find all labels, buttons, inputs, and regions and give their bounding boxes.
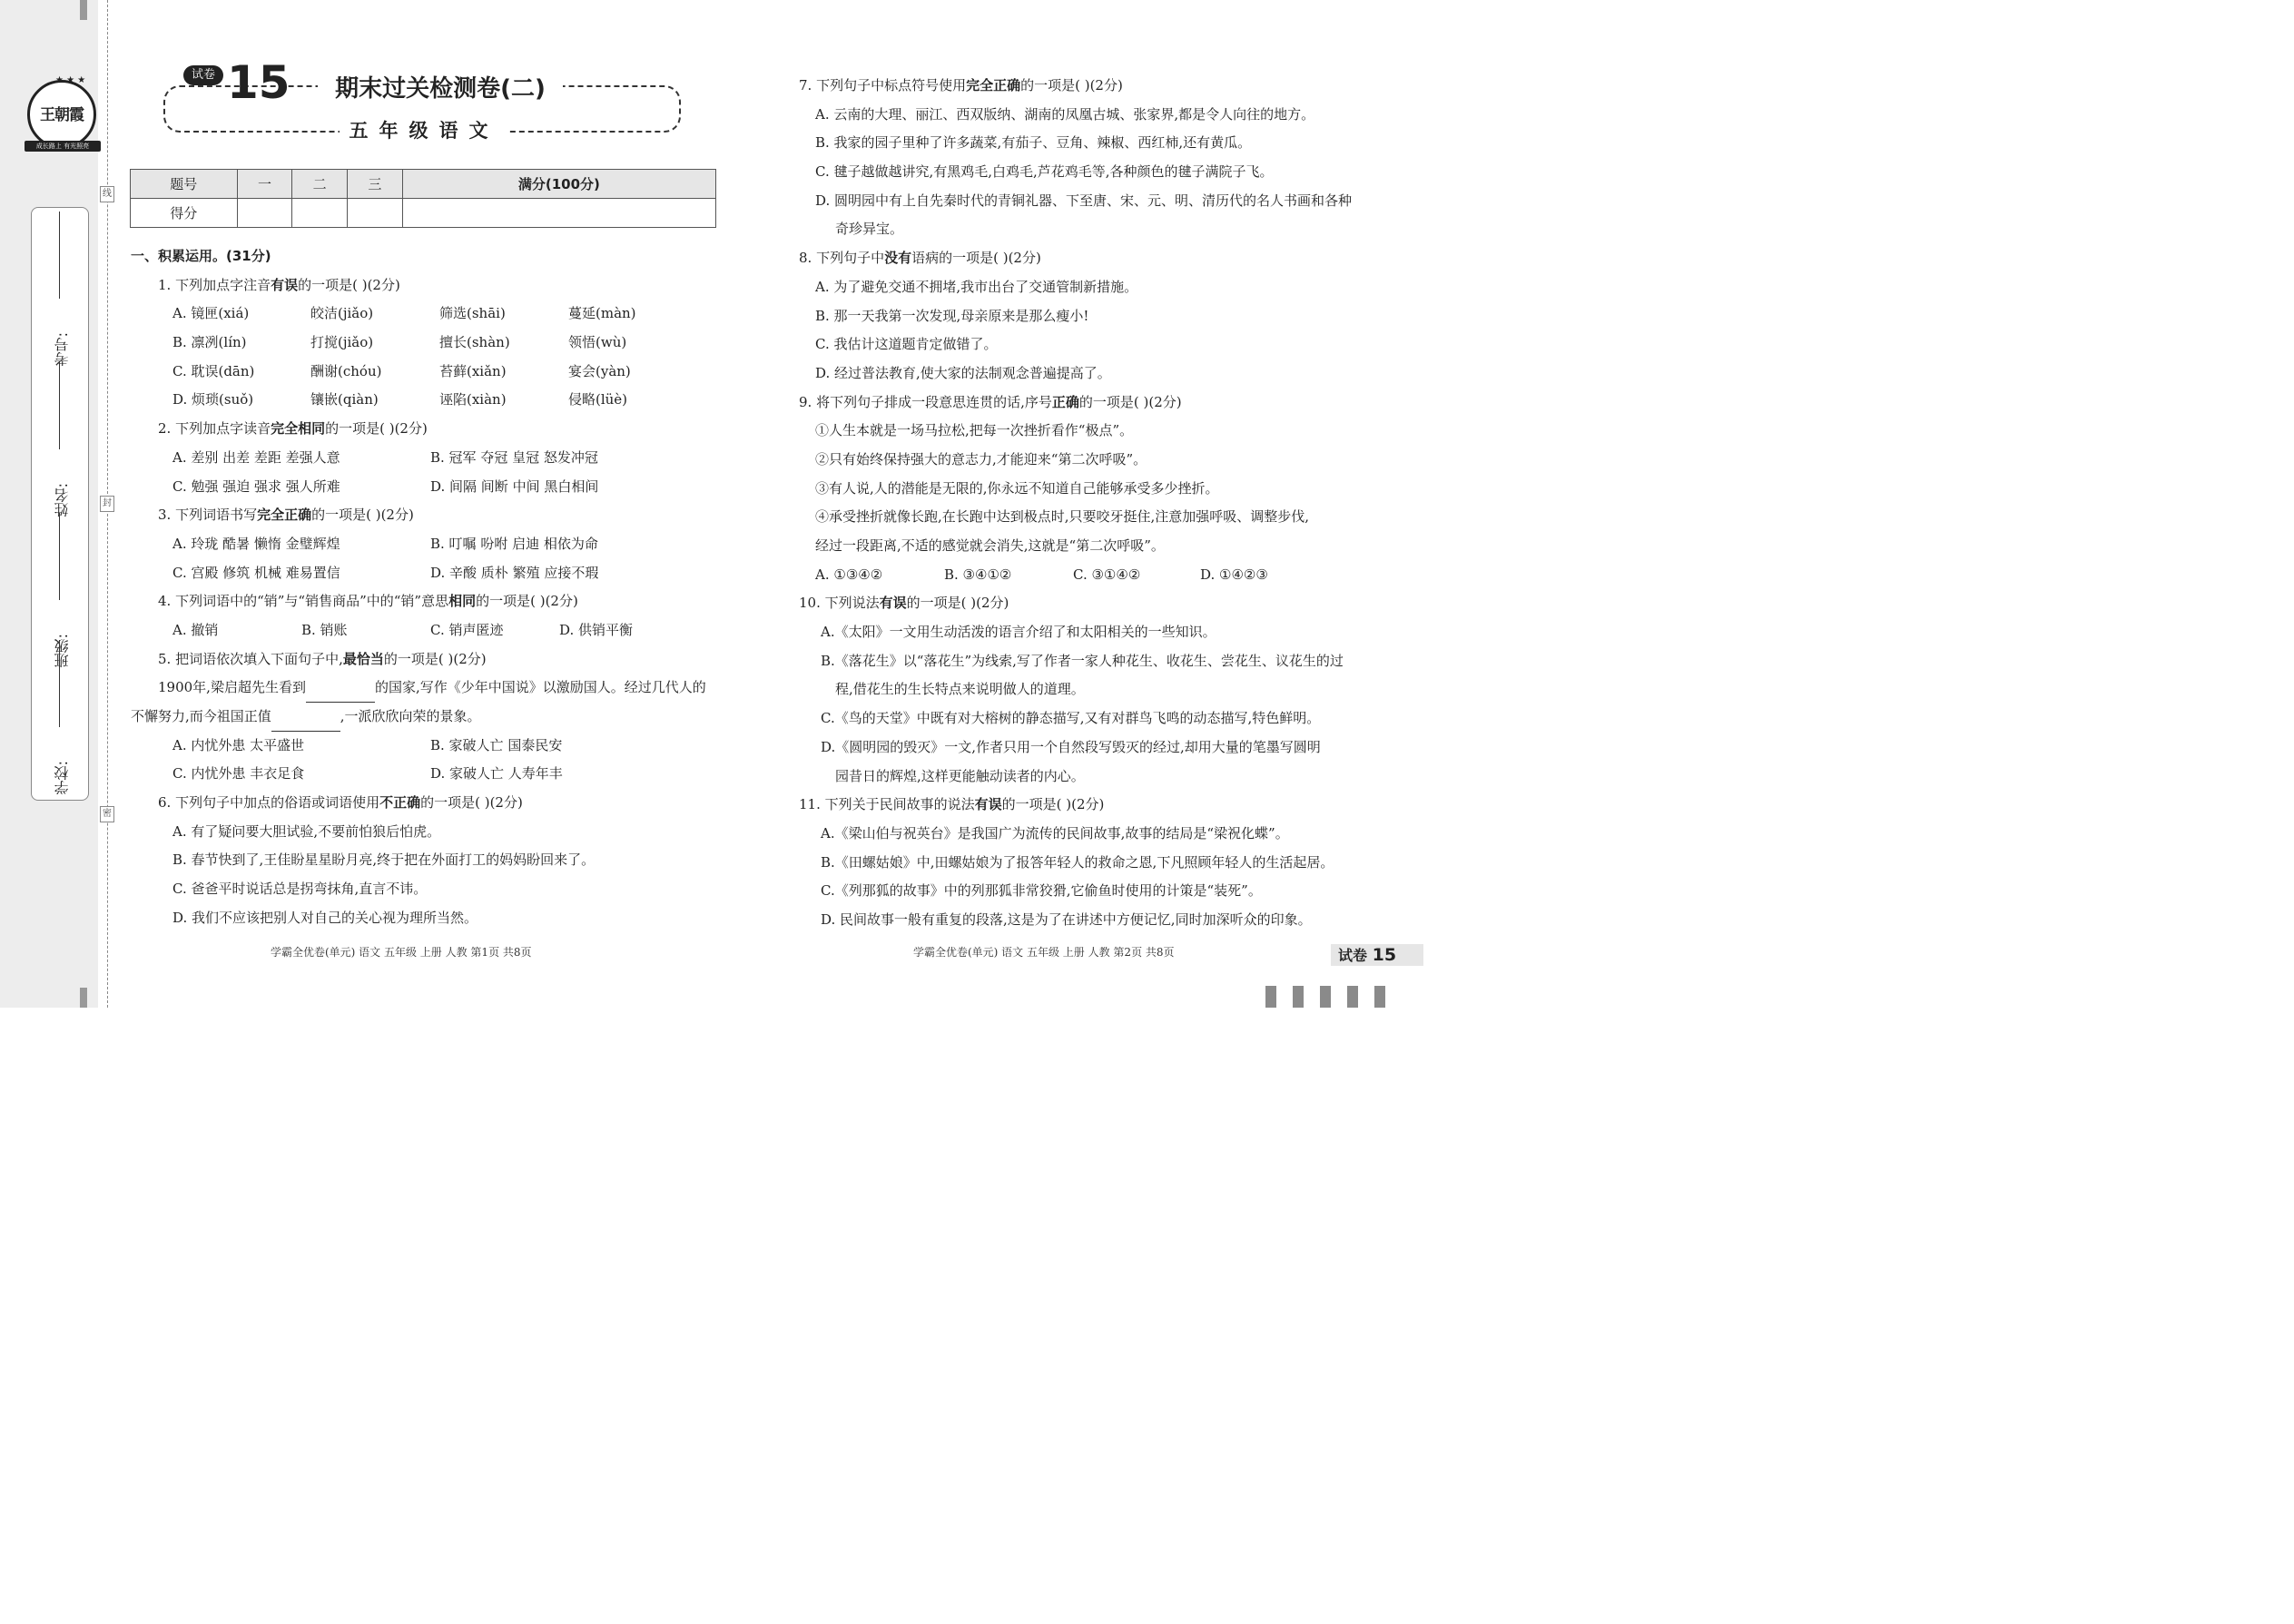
- option-item[interactable]: B. 销账: [301, 621, 348, 638]
- option-item[interactable]: C. ③①④②: [1073, 566, 1141, 583]
- option-item[interactable]: A. 玲珑 酷暑 懒惰 金璧辉煌: [172, 535, 340, 552]
- stem-text: 1. 下列加点字注音: [158, 276, 271, 293]
- option-item[interactable]: 镶嵌(qiàn): [310, 391, 379, 408]
- school-label: 学校:: [54, 760, 71, 794]
- option-item[interactable]: B. 我家的园子里种了许多蔬菜,有茄子、豆角、辣椒、西红柿,还有黄瓜。: [815, 134, 1252, 152]
- option-item[interactable]: 擅长(shàn): [439, 334, 510, 351]
- option-item[interactable]: A. 内忧外患 太平盛世: [172, 736, 305, 753]
- question-stem: [131, 501, 721, 530]
- table-header-cell: 三: [348, 170, 403, 199]
- option-item[interactable]: C. 耽误(dān): [172, 362, 255, 379]
- stem-text: 7. 下列句子中标点符号使用: [799, 77, 967, 94]
- edge-bar: [1347, 986, 1358, 1008]
- option-row: [131, 358, 721, 387]
- logo-name: 王朝霞: [40, 106, 84, 124]
- option-item[interactable]: B.《田螺姑娘》中,田螺姑娘为了报答年轻人的救命之恩,下凡照顾年轻人的生活起居。: [821, 853, 1334, 871]
- stem-emphasis: 完全相同: [271, 420, 326, 438]
- option-row: [131, 616, 721, 645]
- sentence-continuation: 经过一段距离,不适的感觉就会消失,这就是“第二次呼吸”。: [815, 537, 1165, 554]
- passage-text: 的国家,写作《少年中国说》以激励国人。经过几代人的: [374, 679, 706, 696]
- exam-id-label: 考号:: [54, 331, 71, 366]
- option-item[interactable]: A. 镜匣(xiá): [172, 305, 250, 322]
- option-item[interactable]: C. 勉强 强迫 强求 强人所难: [172, 477, 340, 495]
- option-item[interactable]: D. 供销平衡: [559, 621, 634, 638]
- stem-text: 2. 下列加点字读音: [158, 420, 271, 438]
- option-item[interactable]: C.《鸟的天堂》中既有对大榕树的静态描写,又有对群鸟飞鸣的动态描写,特色鲜明。: [821, 710, 1321, 727]
- option-item[interactable]: D. 经过普法教育,使大家的法制观念普遍提高了。: [815, 364, 1111, 381]
- option-item[interactable]: D. 间隔 间断 中间 黑白相间: [430, 477, 599, 495]
- stem-text: 的一项是( )(2分): [1078, 393, 1182, 410]
- table-header-cell: 一: [237, 170, 292, 199]
- option-item[interactable]: C. 销声匿迹: [430, 621, 504, 638]
- logo-slogan: 成长路上 有光照亮: [25, 141, 101, 152]
- stem-text: 语病的一项是( )(2分): [911, 250, 1041, 267]
- stem-text: 5. 把词语依次填入下面句子中,: [158, 650, 343, 667]
- gutter-edge-mark: [80, 0, 87, 20]
- exam-id-field[interactable]: [32, 212, 88, 366]
- star-icon: ★ ★ ★: [55, 75, 86, 85]
- option-item[interactable]: D. 烦琐(suǒ): [172, 391, 254, 408]
- question-stem: [131, 415, 721, 444]
- edge-bar: [1320, 986, 1331, 1008]
- table-cell: 得分: [131, 199, 238, 228]
- stem-text: 10. 下列说法: [799, 595, 880, 612]
- option-item[interactable]: D. ①④②③: [1200, 566, 1268, 583]
- question-stem: [799, 72, 1380, 101]
- sentence-item: ③有人说,人的潜能是无限的,你永远不知道自己能够承受多少挫折。: [815, 479, 1219, 497]
- tab-label: 试卷: [1338, 947, 1368, 964]
- passage-line: [131, 703, 721, 732]
- option-item[interactable]: D. 我们不应该把别人对自己的关心视为理所当然。: [172, 909, 478, 926]
- table-header-cell: 二: [292, 170, 348, 199]
- table-header-cell: 题号: [131, 170, 238, 199]
- option-item[interactable]: A. 差别 出差 差距 差强人意: [172, 448, 340, 466]
- section-heading: 一、积累运用。(31分): [131, 248, 271, 264]
- option-item[interactable]: C. 毽子越做越讲究,有黑鸡毛,白鸡毛,芦花鸡毛等,各种颜色的毽子满院子飞。: [815, 163, 1274, 181]
- question-stem: [799, 791, 1380, 820]
- score-input-cell[interactable]: [402, 199, 715, 228]
- stem-text: 的一项是( )(2分): [1020, 77, 1123, 94]
- option-continuation: 奇珍异宝。: [835, 221, 904, 238]
- fill-line: [59, 212, 60, 299]
- option-item[interactable]: 酬谢(chóu): [310, 362, 382, 379]
- passage-line: [131, 674, 721, 703]
- option-item[interactable]: C. 我估计这道题肯定做错了。: [815, 336, 998, 353]
- option-item[interactable]: C. 宫殿 修筑 机械 难易置信: [172, 564, 340, 581]
- fill-blank[interactable]: [271, 715, 340, 732]
- fill-line: [59, 362, 60, 449]
- sentence-item: ④承受挫折就像长跑,在长跑中达到极点时,只要咬牙挺住,注意加强呼吸、调整步伐,: [815, 508, 1310, 526]
- question-stem: [799, 244, 1380, 273]
- page-footer-left: 学霸全优卷(单元) 语文 五年级 上册 人教 第1页 共8页: [271, 946, 532, 959]
- option-row: [131, 732, 721, 761]
- student-info-box: [31, 207, 89, 801]
- stem-text: 的一项是( )(2分): [298, 276, 400, 293]
- option-continuation: 程,借花生的生长特点来说明做人的道理。: [835, 681, 1085, 698]
- passage-text: 不懈努力,而今祖国正值: [131, 708, 271, 724]
- stem-emphasis: 不正确: [379, 794, 421, 812]
- option-item[interactable]: D. 圆明园中有上自先秦时代的青铜礼器、下至唐、宋、元、明、清历代的名人书画和各种: [815, 192, 1353, 209]
- option-item[interactable]: A. 为了避免交通不拥堵,我市出台了交通管制新措施。: [815, 278, 1138, 295]
- brand-logo: [27, 75, 96, 150]
- option-item[interactable]: 皎洁(jiǎo): [310, 305, 374, 322]
- option-item[interactable]: B.《落花生》以“落花生”为线索,写了作者一家人种花生、收花生、尝花生、议花生的过: [821, 652, 1344, 669]
- score-input-cell[interactable]: [292, 199, 348, 228]
- stem-text: 9. 将下列句子排成一段意思连贯的话,序号: [799, 393, 1052, 410]
- exam-header: [162, 58, 684, 143]
- option-item[interactable]: A. 云南的大理、丽江、西双版纳、湖南的凤凰古城、张家界,都是令人向往的地方。: [815, 105, 1315, 123]
- exam-tab-marker: [1331, 944, 1423, 966]
- right-column: [799, 72, 1380, 935]
- option-item[interactable]: 诬陷(xiàn): [439, 391, 507, 408]
- stem-text: 8. 下列句子中: [799, 250, 885, 267]
- sentence-item: ②只有始终保持强大的意志力,才能迎来“第二次呼吸”。: [815, 450, 1147, 468]
- option-item[interactable]: B. 那一天我第一次发现,母亲原来是那么瘦小!: [815, 307, 1089, 324]
- edge-bar: [1374, 986, 1385, 1008]
- option-item[interactable]: D.《圆明园的毁灭》一文,作者只用一个自然段写毁灭的经过,却用大量的笔墨写圆明: [821, 738, 1321, 755]
- stem-emphasis: 有误: [974, 796, 1002, 813]
- stem-text: 的一项是( )(2分): [1001, 796, 1105, 813]
- stem-emphasis: 完全正确: [257, 507, 312, 524]
- option-row: [131, 329, 721, 358]
- option-row: [131, 386, 721, 415]
- option-item[interactable]: B. ③④①②: [944, 566, 1012, 583]
- stem-emphasis: 有误: [271, 276, 299, 293]
- option-item[interactable]: 苔藓(xiǎn): [439, 362, 507, 379]
- question-stem: [799, 389, 1380, 418]
- option-item[interactable]: A. 撤销: [172, 621, 219, 638]
- page-title: 期末过关检测卷(二): [318, 73, 563, 105]
- table-header-cell: 满分(100分): [402, 170, 715, 199]
- score-table: [130, 169, 716, 228]
- fill-line: [59, 513, 60, 600]
- option-item[interactable]: 打搅(jiǎo): [310, 334, 374, 351]
- stem-emphasis: 正确: [1051, 393, 1079, 410]
- option-item[interactable]: 筛选(shāi): [439, 305, 506, 322]
- option-row: [131, 760, 721, 789]
- stem-text: 的一项是( )(2分): [476, 593, 578, 610]
- binding-char: 线: [100, 186, 114, 202]
- option-row: [131, 444, 721, 473]
- stem-text: 的一项是( )(2分): [325, 420, 428, 438]
- tab-number: 15: [1372, 945, 1397, 965]
- left-column: [131, 242, 721, 933]
- option-item[interactable]: B. 凛冽(lín): [172, 334, 247, 351]
- option-row: [799, 561, 1380, 590]
- gutter-edge-mark: [80, 988, 87, 1008]
- option-row: [131, 473, 721, 502]
- stem-text: 的一项是( )(2分): [383, 650, 487, 667]
- option-item[interactable]: D. 民间故事一般有重复的段落,这是为了在讲述中方便记忆,同时加深听众的印象。: [821, 910, 1312, 928]
- class-label: 班级:: [54, 633, 71, 667]
- option-item[interactable]: B. 春节快到了,王佳盼星星盼月亮,终于把在外面打工的妈妈盼回来了。: [172, 851, 596, 869]
- passage-text: 1900年,梁启超先生看到: [158, 679, 306, 696]
- question-stem: [131, 587, 721, 616]
- option-item[interactable]: A.《梁山伯与祝英台》是我国广为流传的民间故事,故事的结局是“梁祝化蝶”。: [821, 824, 1289, 842]
- option-item[interactable]: D. 辛酸 质朴 繁殖 应接不瑕: [430, 564, 599, 581]
- option-row: [131, 530, 721, 559]
- stem-text: 的一项是( )(2分): [311, 507, 414, 524]
- page-footer-right: 学霸全优卷(单元) 语文 五年级 上册 人教 第2页 共8页: [913, 946, 1175, 959]
- option-item[interactable]: C. 爸爸平时说话总是拐弯抹角,直言不讳。: [172, 881, 428, 898]
- question-stem: [131, 645, 721, 674]
- question-stem: [799, 589, 1380, 618]
- sentence-item: ①人生本就是一场马拉松,把每一次挫折看作“极点”。: [815, 422, 1134, 439]
- student-name-field[interactable]: [32, 362, 88, 517]
- stem-emphasis: 有误: [879, 595, 907, 612]
- stem-text: 4. 下列词语中的“销”与“销售商品”中的“销”意思: [158, 593, 449, 610]
- school-field[interactable]: [32, 640, 88, 794]
- score-input-cell[interactable]: [348, 199, 403, 228]
- score-input-cell[interactable]: [237, 199, 292, 228]
- stem-emphasis: 最恰当: [342, 650, 384, 667]
- question-stem: [131, 789, 721, 818]
- stem-text: 6. 下列句子中加点的俗语或词语使用: [158, 794, 380, 812]
- edge-bar: [1265, 986, 1276, 1008]
- question-stem: [131, 271, 721, 300]
- binding-char: 封: [100, 496, 114, 512]
- option-item[interactable]: A. 有了疑问要大胆试验,不要前怕狼后怕虎。: [172, 822, 441, 840]
- option-item[interactable]: 领悟(wù): [568, 334, 627, 351]
- stem-text: 11. 下列关于民间故事的说法: [799, 796, 975, 813]
- fill-line: [59, 640, 60, 727]
- option-continuation: 园昔日的辉煌,这样更能触动读者的内心。: [835, 767, 1085, 784]
- passage-text: ,一派欣欣向荣的景象。: [340, 708, 481, 724]
- option-item[interactable]: 侵略(lüè): [568, 391, 628, 408]
- stem-text: 的一项是( )(2分): [906, 595, 1009, 612]
- option-item[interactable]: A. ①③④②: [815, 566, 883, 583]
- option-item[interactable]: B. 家破人亡 国泰民安: [430, 736, 563, 753]
- option-row: [131, 559, 721, 588]
- table-row: [131, 199, 716, 228]
- option-item[interactable]: B. 冠军 夺冠 皇冠 怒发冲冠: [430, 448, 598, 466]
- stem-text: 的一项是( )(2分): [420, 794, 523, 812]
- edge-bar: [1293, 986, 1304, 1008]
- exam-badge: 试卷: [183, 65, 223, 85]
- stem-text: 3. 下列词语书写: [158, 507, 258, 524]
- stem-emphasis: 完全正确: [966, 77, 1021, 94]
- option-item[interactable]: A.《太阳》一文用生动活泼的语言介绍了和太阳相关的一些知识。: [821, 624, 1216, 641]
- student-name-label: 姓名:: [54, 482, 71, 517]
- option-item[interactable]: C. 内忧外患 丰衣足食: [172, 765, 305, 782]
- fill-blank[interactable]: [306, 686, 375, 703]
- option-item[interactable]: D. 家破人亡 人寿年丰: [430, 765, 563, 782]
- stem-emphasis: 没有: [884, 250, 912, 267]
- option-item[interactable]: C.《列那狐的故事》中的列那狐非常狡猾,它偷鱼时使用的计策是“装死”。: [821, 882, 1262, 900]
- exam-number: 15: [227, 56, 290, 109]
- table-row: [131, 170, 716, 199]
- option-item[interactable]: B. 叮嘱 吩咐 启迪 相依为命: [430, 535, 598, 552]
- option-item[interactable]: 宴会(yàn): [568, 362, 631, 379]
- option-item[interactable]: 蔓延(màn): [568, 305, 636, 322]
- page-subtitle: 五年级语文: [340, 116, 508, 145]
- option-row: [131, 300, 721, 329]
- stem-emphasis: 相同: [448, 593, 477, 610]
- binding-char: 密: [100, 806, 114, 822]
